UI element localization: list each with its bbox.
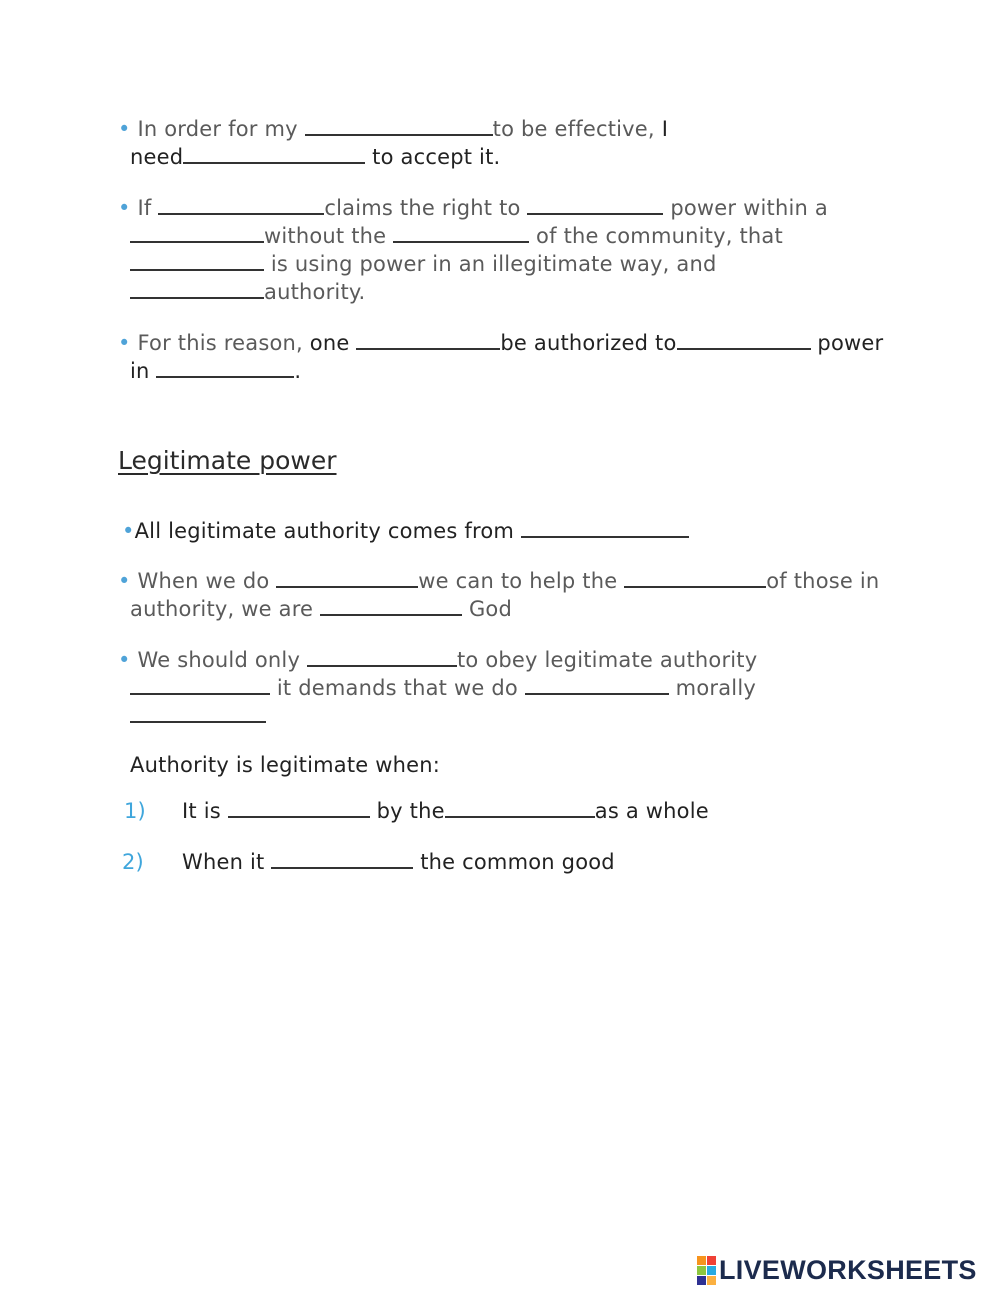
- blank-input[interactable]: [158, 195, 324, 215]
- blank-input[interactable]: [305, 116, 493, 136]
- s2-item3-line2: [130, 674, 756, 702]
- s1-item3-line1: [118, 329, 883, 357]
- logo-blocks-icon: [697, 1256, 716, 1285]
- blank-input[interactable]: [624, 568, 766, 588]
- text: of those in: [766, 569, 880, 593]
- text: to be effective,: [492, 117, 662, 141]
- s2-item3-line1: [118, 646, 757, 674]
- s2-item3-line3: [130, 702, 266, 730]
- blank-input[interactable]: [271, 849, 413, 869]
- text: authority, we are: [130, 597, 321, 621]
- text: claims the right to: [324, 196, 528, 220]
- text: need: [130, 145, 184, 169]
- text: to obey legitimate authority: [456, 648, 758, 672]
- s2-item2-line2: [130, 595, 512, 623]
- authority-intro: Authority is legitimate when:: [130, 753, 441, 777]
- text: the common good: [413, 850, 615, 874]
- blank-input[interactable]: [393, 223, 529, 243]
- text: morally: [668, 676, 756, 700]
- numbered-item-1: [124, 797, 709, 825]
- bullet: •: [118, 117, 131, 141]
- section-heading: Legitimate power: [118, 446, 337, 475]
- blank-input[interactable]: [276, 568, 418, 588]
- text: power within a: [663, 196, 828, 220]
- text: power: [810, 331, 884, 355]
- text: of the community, that: [529, 224, 783, 248]
- s1-item2-line3: [130, 250, 717, 278]
- bullet: •: [118, 196, 131, 220]
- logo-block: [697, 1256, 706, 1265]
- text: If: [137, 196, 159, 220]
- blank-input[interactable]: [130, 251, 264, 271]
- logo-block: [697, 1276, 706, 1285]
- bullet: •: [118, 648, 131, 672]
- logo-block: [697, 1266, 706, 1275]
- blank-input[interactable]: [445, 798, 595, 818]
- blank-input[interactable]: [521, 518, 689, 538]
- text: to accept it.: [365, 145, 501, 169]
- text: In order for my: [137, 117, 305, 141]
- blank-input[interactable]: [183, 144, 365, 164]
- blank-input[interactable]: [130, 279, 264, 299]
- text: I: [661, 117, 669, 141]
- text: it demands that we do: [270, 676, 525, 700]
- s2-item1-line1: [122, 517, 689, 545]
- text: in: [130, 359, 157, 383]
- bullet: •: [118, 331, 131, 355]
- bullet: •: [122, 519, 135, 543]
- blank-input[interactable]: [228, 798, 370, 818]
- s1-item1-line1: [118, 115, 668, 143]
- text: It is: [182, 799, 228, 823]
- numbered-item-2: [122, 848, 615, 876]
- s2-item2-line1: [118, 567, 879, 595]
- text: without the: [264, 224, 394, 248]
- blank-input[interactable]: [130, 703, 266, 723]
- text: God: [462, 597, 512, 621]
- s1-item3-line2: [130, 357, 301, 385]
- bullet: •: [118, 569, 131, 593]
- s1-item2-line1: [118, 194, 828, 222]
- text: by the: [369, 799, 445, 823]
- text: be authorized to: [500, 331, 677, 355]
- blank-input[interactable]: [130, 675, 270, 695]
- number-label: 2): [122, 850, 144, 874]
- blank-input[interactable]: [130, 223, 264, 243]
- s1-item1-line2: [130, 143, 500, 171]
- text: as a whole: [594, 799, 709, 823]
- blank-input[interactable]: [320, 596, 462, 616]
- text: is using power in an illegitimate way, and: [264, 252, 717, 276]
- logo-block: [707, 1266, 716, 1275]
- blank-input[interactable]: [356, 330, 500, 350]
- text: When it: [182, 850, 272, 874]
- text: authority.: [264, 280, 366, 304]
- logo-text: LIVEWORKSHEETS: [719, 1254, 977, 1285]
- text: we can to help the: [418, 569, 625, 593]
- blank-input[interactable]: [156, 358, 294, 378]
- text: .: [294, 359, 302, 383]
- text: one: [309, 331, 357, 355]
- blank-input[interactable]: [525, 675, 669, 695]
- number-label: 1): [124, 799, 146, 823]
- text: For this reason,: [137, 331, 310, 355]
- logo-block: [707, 1276, 716, 1285]
- logo-block: [707, 1256, 716, 1265]
- blank-input[interactable]: [677, 330, 811, 350]
- text: When we do: [137, 569, 277, 593]
- blank-input[interactable]: [527, 195, 663, 215]
- text: All legitimate authority comes from: [134, 519, 521, 543]
- liveworksheets-logo: [697, 1255, 977, 1285]
- blank-input[interactable]: [307, 647, 457, 667]
- s1-item2-line4: [130, 278, 365, 306]
- text: We should only: [137, 648, 307, 672]
- s1-item2-line2: [130, 222, 783, 250]
